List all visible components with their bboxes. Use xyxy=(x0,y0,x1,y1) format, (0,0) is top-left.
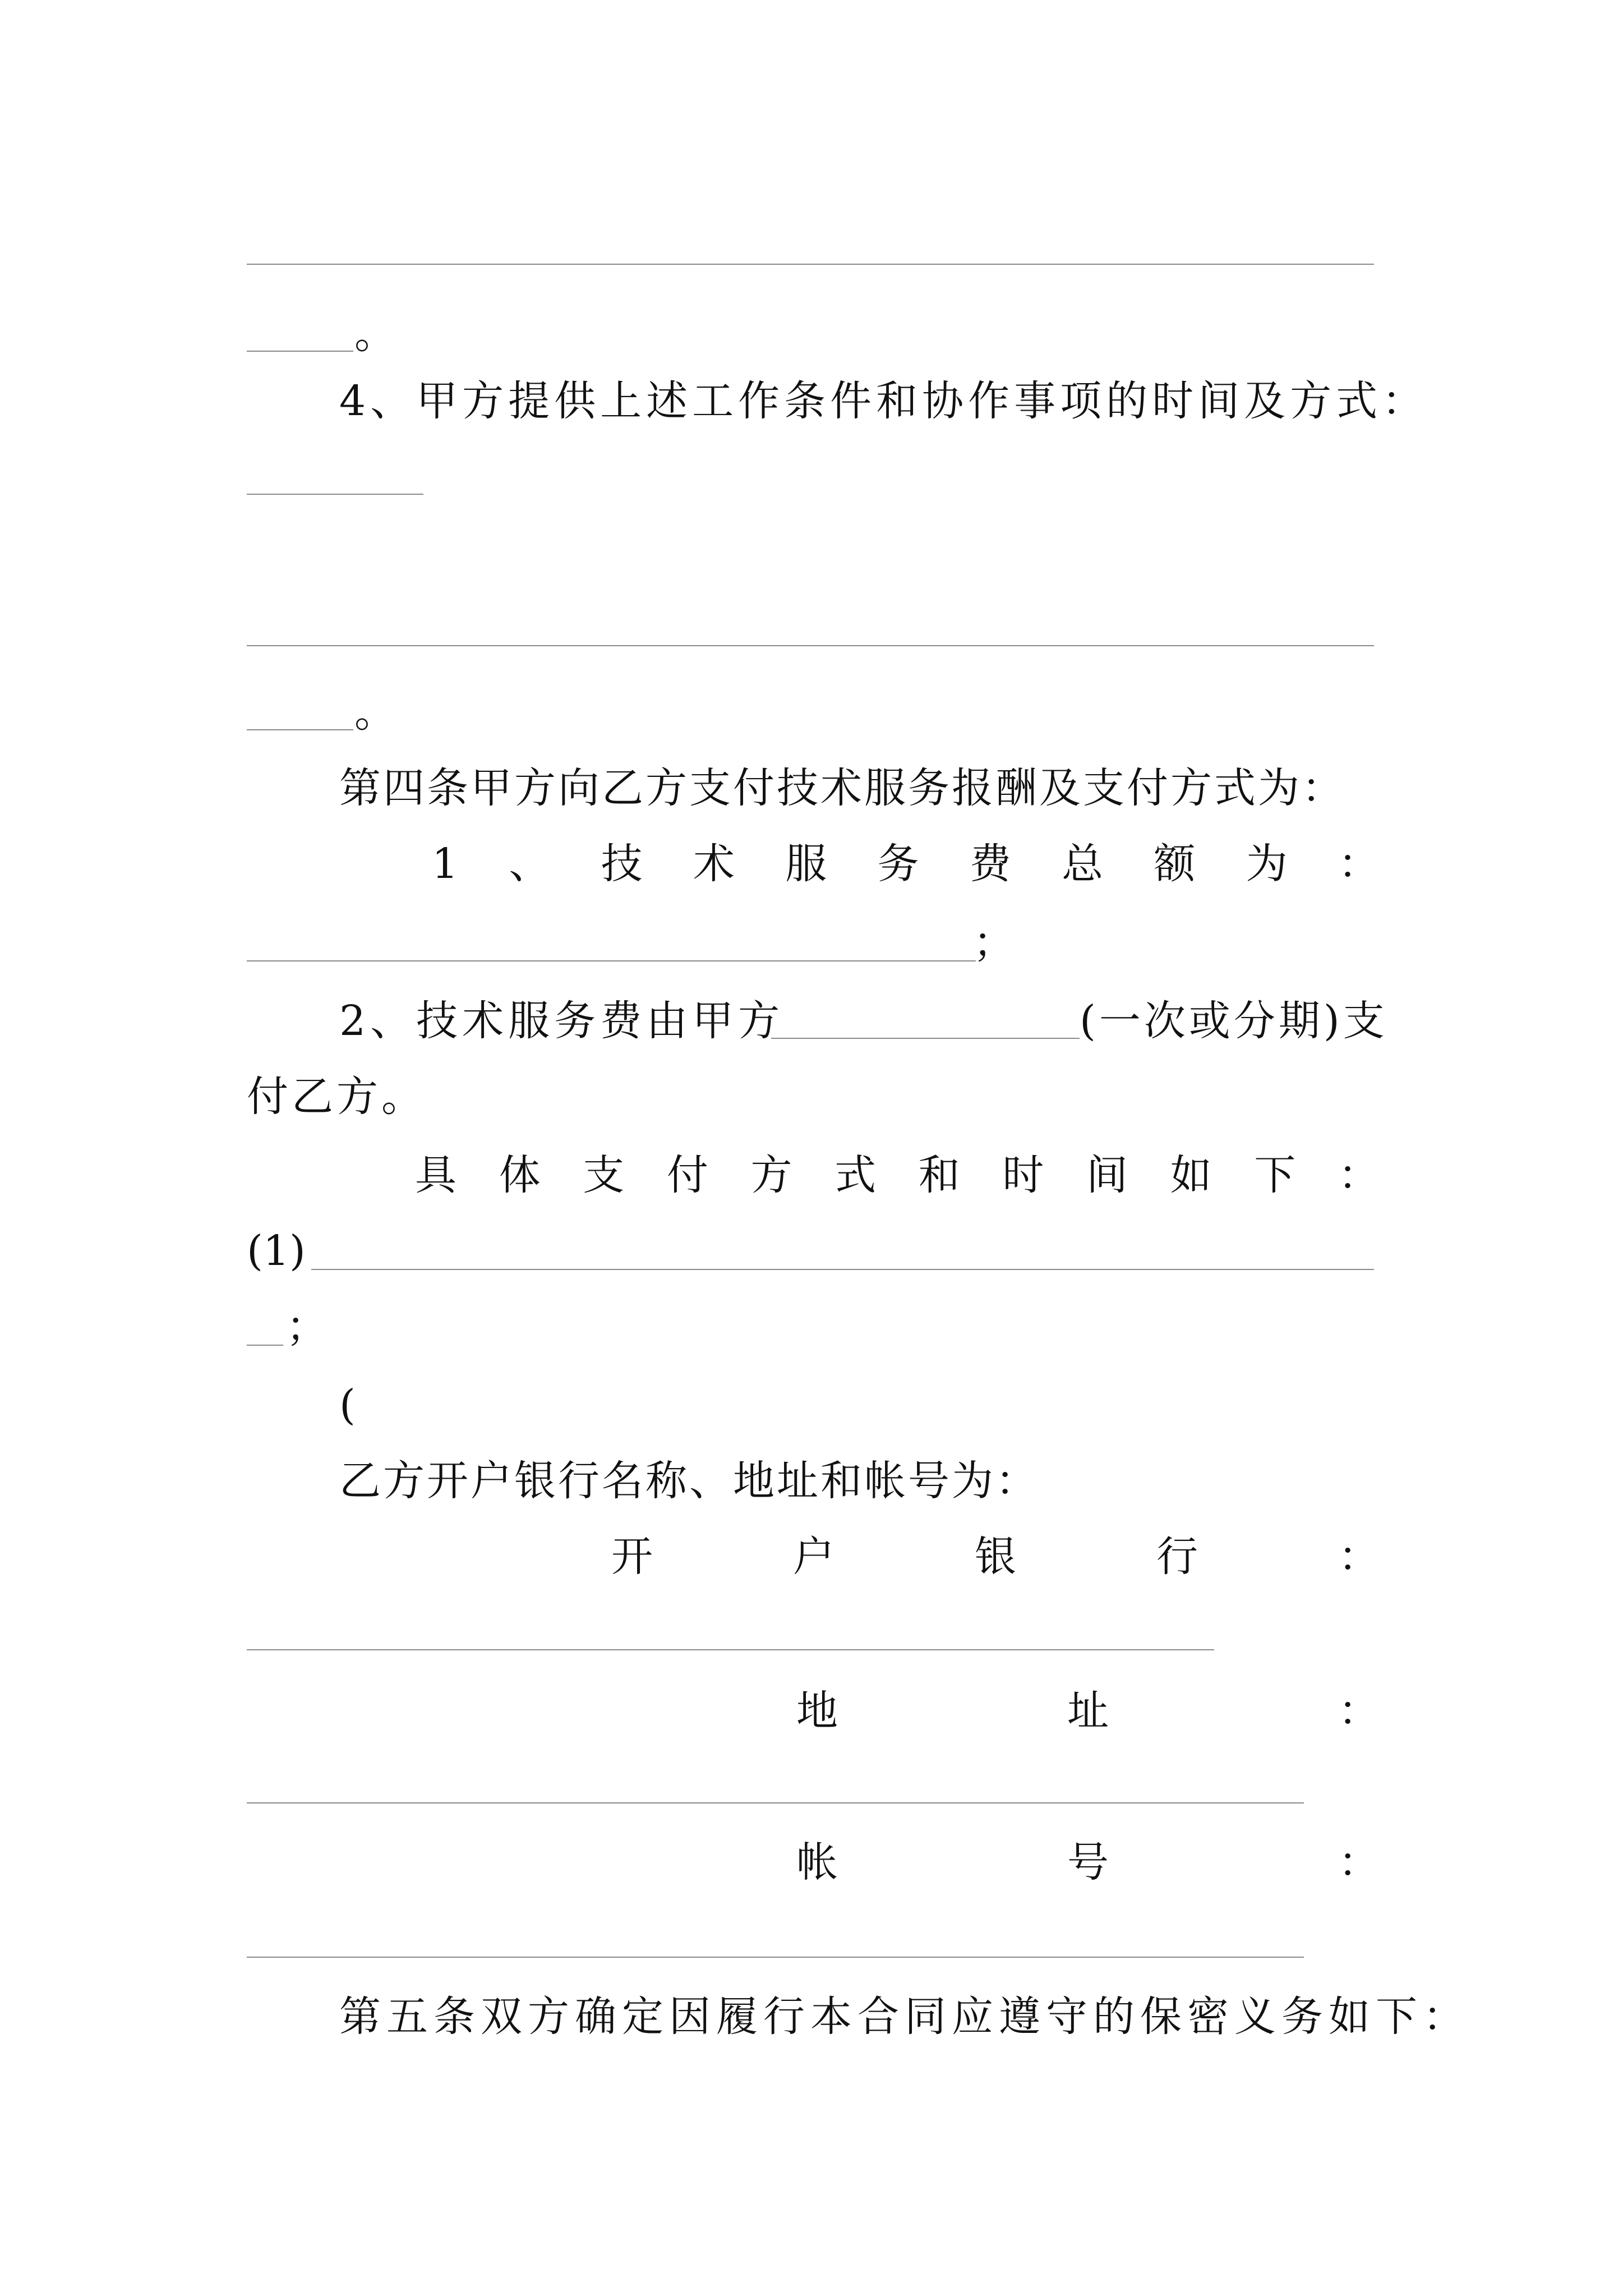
char: ： xyxy=(1338,1687,1380,1735)
clause-2-text: 付乙方。 xyxy=(247,1073,426,1121)
char: 方 xyxy=(750,1151,792,1199)
bank-name-label xyxy=(611,1529,1380,1585)
char: 术 xyxy=(693,840,735,888)
punctuation: 。 xyxy=(354,310,398,358)
char: 总 xyxy=(1062,840,1104,888)
punctuation: ； xyxy=(973,918,1017,967)
item-number: ( xyxy=(339,1381,358,1429)
char: 务 xyxy=(877,840,919,888)
payment-label xyxy=(415,1147,1380,1203)
char: 技 xyxy=(601,840,643,888)
char: 、 xyxy=(509,840,551,888)
account-label xyxy=(796,1834,1380,1890)
char: 行 xyxy=(1156,1533,1198,1581)
article-5-heading: 第五条双方确定因履行本合同应遵守的保密义务如下： xyxy=(339,1993,1470,2041)
char: ： xyxy=(1338,1533,1380,1581)
blank-line xyxy=(247,1345,283,1346)
char: 帐 xyxy=(796,1838,838,1887)
char: 和 xyxy=(918,1151,960,1199)
blank-line xyxy=(247,494,423,495)
blank-line xyxy=(771,1038,1080,1039)
blank-line xyxy=(247,645,1374,646)
char: 服 xyxy=(785,840,827,888)
blank-line xyxy=(247,960,976,961)
char: 址 xyxy=(1067,1687,1109,1735)
char: 式 xyxy=(834,1151,877,1199)
item-number: (1) xyxy=(247,1227,306,1275)
blank-line xyxy=(247,351,353,352)
char: 为 xyxy=(1246,840,1288,888)
blank-line xyxy=(247,1649,1214,1650)
address-label xyxy=(796,1683,1380,1739)
char: 时 xyxy=(1002,1151,1044,1199)
bank-info-heading: 乙方开户银行名称、地址和帐号为： xyxy=(339,1457,1039,1505)
char: 下 xyxy=(1254,1151,1296,1199)
char: 地 xyxy=(796,1687,838,1735)
char: 户 xyxy=(793,1533,834,1581)
char: 开 xyxy=(611,1533,653,1581)
article-4-heading: 第四条甲方向乙方支付技术服务报酬及支付方式为： xyxy=(339,764,1345,812)
fee-total-label xyxy=(432,836,1380,892)
char: ： xyxy=(1338,840,1380,888)
blank-line xyxy=(311,1269,1374,1270)
blank-line xyxy=(247,1802,1304,1803)
char: 额 xyxy=(1154,840,1196,888)
punctuation: 。 xyxy=(354,688,398,737)
char: 银 xyxy=(975,1533,1016,1581)
clause-2-text: (一次或分期)支 xyxy=(1080,997,1388,1045)
char: ： xyxy=(1338,1838,1380,1887)
char: 费 xyxy=(969,840,1011,888)
char: 间 xyxy=(1086,1151,1128,1199)
punctuation: ； xyxy=(286,1303,330,1351)
blank-line xyxy=(247,1957,1304,1958)
char: 1 xyxy=(432,840,459,888)
char: 支 xyxy=(583,1151,625,1199)
char: 具 xyxy=(415,1151,457,1199)
blank-line xyxy=(247,264,1374,265)
char: ： xyxy=(1338,1151,1380,1199)
char: 体 xyxy=(499,1151,541,1199)
char: 付 xyxy=(666,1151,708,1199)
char: 号 xyxy=(1067,1838,1109,1887)
char: 如 xyxy=(1170,1151,1212,1199)
clause-2-text: 2、技术服务费由甲方 xyxy=(339,997,785,1045)
blank-line xyxy=(247,729,353,730)
clause-4-text: 4、甲方提供上述工作条件和协作事项的时间及方式： xyxy=(339,377,1428,425)
